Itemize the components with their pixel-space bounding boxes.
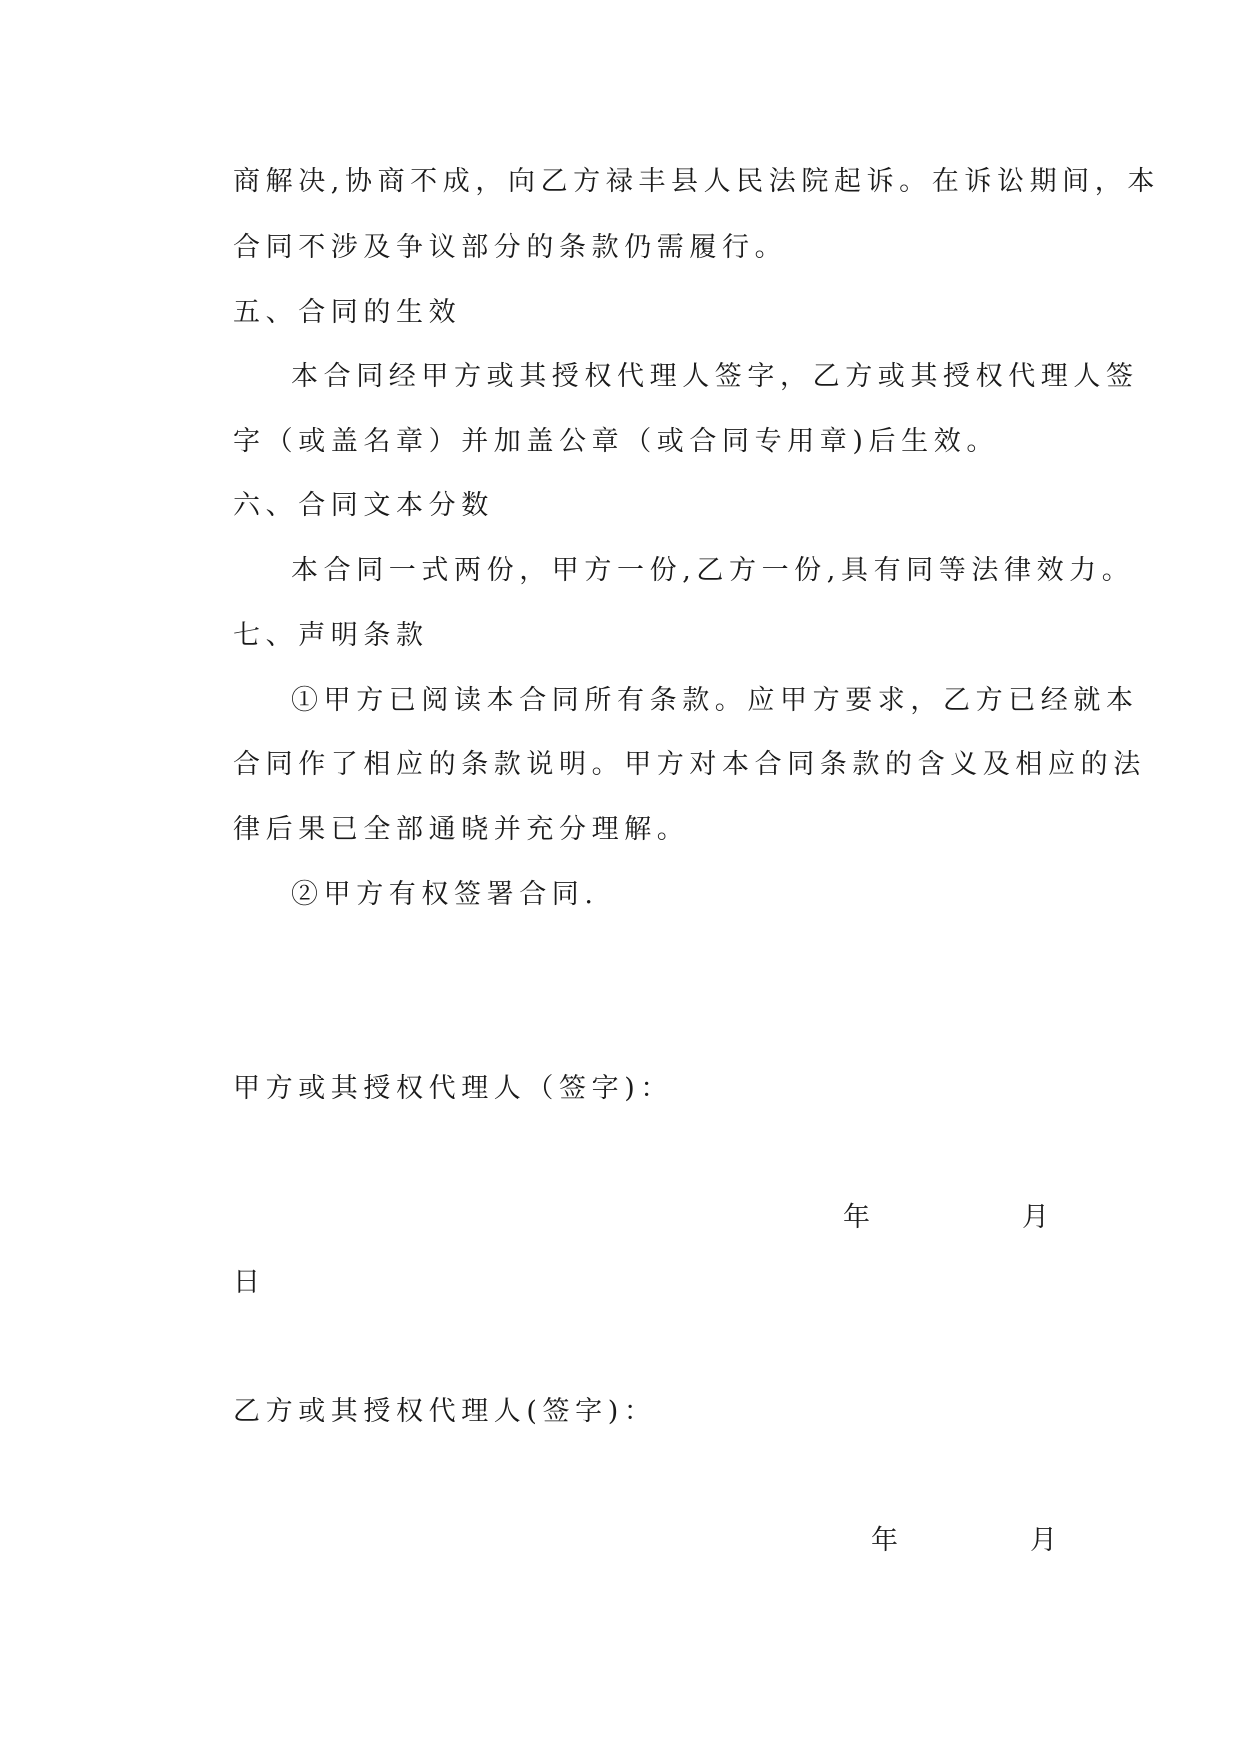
paragraph-line: ①甲方已阅读本合同所有条款。应甲方要求，乙方已经就本 xyxy=(291,685,1139,716)
paragraph-line: 本合同经甲方或其授权代理人签字，乙方或其授权代理人签 xyxy=(291,361,1139,392)
paragraph-line: 律后果已全部通晓并充分理解。 xyxy=(233,814,690,845)
section-heading: 五、合同的生效 xyxy=(233,297,462,328)
paragraph-line: 合同不涉及争议部分的条款仍需履行。 xyxy=(233,232,788,263)
section-heading: 六、合同文本分数 xyxy=(233,490,494,521)
paragraph-line: 字（或盖名章）并加盖公章（或合同专用章)后生效。 xyxy=(233,426,999,457)
party-a-signature-label: 甲方或其授权代理人（签字)： xyxy=(233,1073,673,1104)
party-b-date-year: 年 xyxy=(871,1525,898,1556)
party-a-date-day: 日 xyxy=(233,1267,260,1298)
section-heading: 七、声明条款 xyxy=(233,620,429,651)
paragraph-line: 商解决,协商不成，向乙方禄丰县人民法院起诉。在诉讼期间，本 xyxy=(233,166,1160,197)
party-b-date-month: 月 xyxy=(1030,1525,1057,1556)
paragraph-line: ②甲方有权签署合同. xyxy=(291,879,599,910)
party-a-date-year: 年 xyxy=(843,1202,870,1233)
party-b-signature-label: 乙方或其授权代理人(签字)： xyxy=(233,1396,657,1427)
party-a-date-month: 月 xyxy=(1022,1202,1049,1233)
paragraph-line: 本合同一式两份，甲方一份,乙方一份,具有同等法律效力。 xyxy=(291,555,1135,586)
paragraph-line: 合同作了相应的条款说明。甲方对本合同条款的含义及相应的法 xyxy=(233,749,1146,780)
